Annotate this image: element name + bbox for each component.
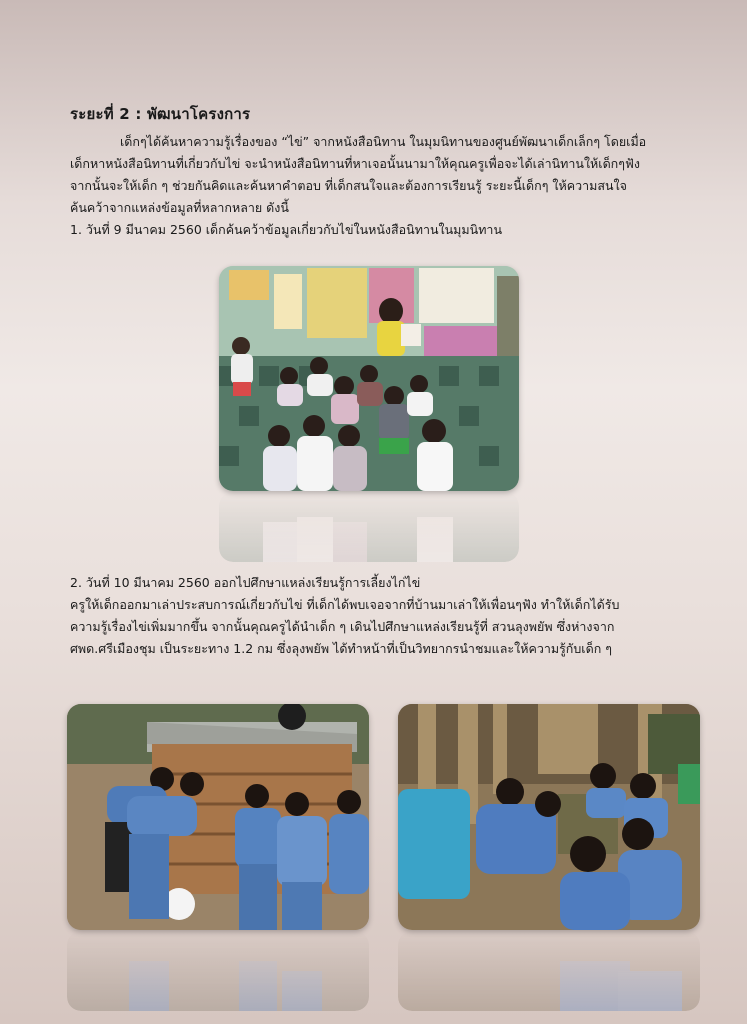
photo-chicken-coop-reflection (67, 931, 369, 1011)
paragraph-line: ค้นคว้าจากแหล่งข้อมูลที่หลากหลาย ดังนี้ (70, 200, 289, 215)
paragraph-line: ความรู้เรื่องไข่เพิ่มมากขึ้น จากนั้นคุณครูได้นำเด็ก ๆ เดินไปศึกษาแหล่งเรียนรู้ที่ สวนลุงพยัพ ซึ่งห่างจาก (70, 619, 615, 634)
photo-chicken-coop (67, 704, 369, 930)
photo-children-looking-reflection (398, 931, 700, 1011)
paragraph-line: จากนั้นจะให้เด็ก ๆ ช่วยกันคิดและค้นหาคำตอบ ที่เด็กสนใจและต้องการเรียนรู้ ระยะนี้เด็กๆ ให้ความสนใจ (70, 178, 627, 193)
paragraph-field-trip (70, 572, 690, 660)
activity-item-2: 2. วันที่ 10 มีนาคม 2560 ออกไปศึกษาแหล่งเรียนรู้การเลี้ยงไก่ไข่ (70, 575, 421, 590)
paragraph-line: เด็กๆได้ค้นหาความรู้เรื่องของ “ไข่” จากหนังสือนิทาน ในมุมนิทานของศูนย์พัฒนาเด็กเล็กๆ โดยเมื่อ (120, 134, 647, 149)
photo-storytelling-reflection (219, 492, 519, 562)
activity-item-1: 1. วันที่ 9 มีนาคม 2560 เด็กค้นคว้าข้อมูลเกี่ยวกับไข่ในหนังสือนิทานในมุมนิทาน (70, 222, 503, 237)
photo-storytelling (219, 266, 519, 491)
section-heading: ระยะที่ 2 : พัฒนาโครงการ (70, 105, 251, 123)
photo-children-looking (398, 704, 700, 930)
paragraph-line: ครูให้เด็กออกมาเล่าประสบการณ์เกี่ยวกับไข่ ที่เด็กได้พบเจอจากที่บ้านมาเล่าให้เพื่อนๆฟัง ทำให้เด็กได้รับ (70, 597, 620, 612)
paragraph-line: ศพด.ศรีเมืองชุม เป็นระยะทาง 1.2 กม ซึ่งลุงพยัพ ได้ทำหน้าที่เป็นวิทยากรนำชมและให้ความรู้กับเด็ก ๆ (70, 641, 612, 656)
paragraph-story-search (70, 131, 690, 241)
paragraph-line: เด็กหาหนังสือนิทานที่เกี่ยวกับไข่ จะนำหนังสือนิทานที่หาเจอนั้นนามาให้คุณครูเพื่อจะได้เล่านิทานให้เด็กๆฟัง (70, 156, 640, 171)
